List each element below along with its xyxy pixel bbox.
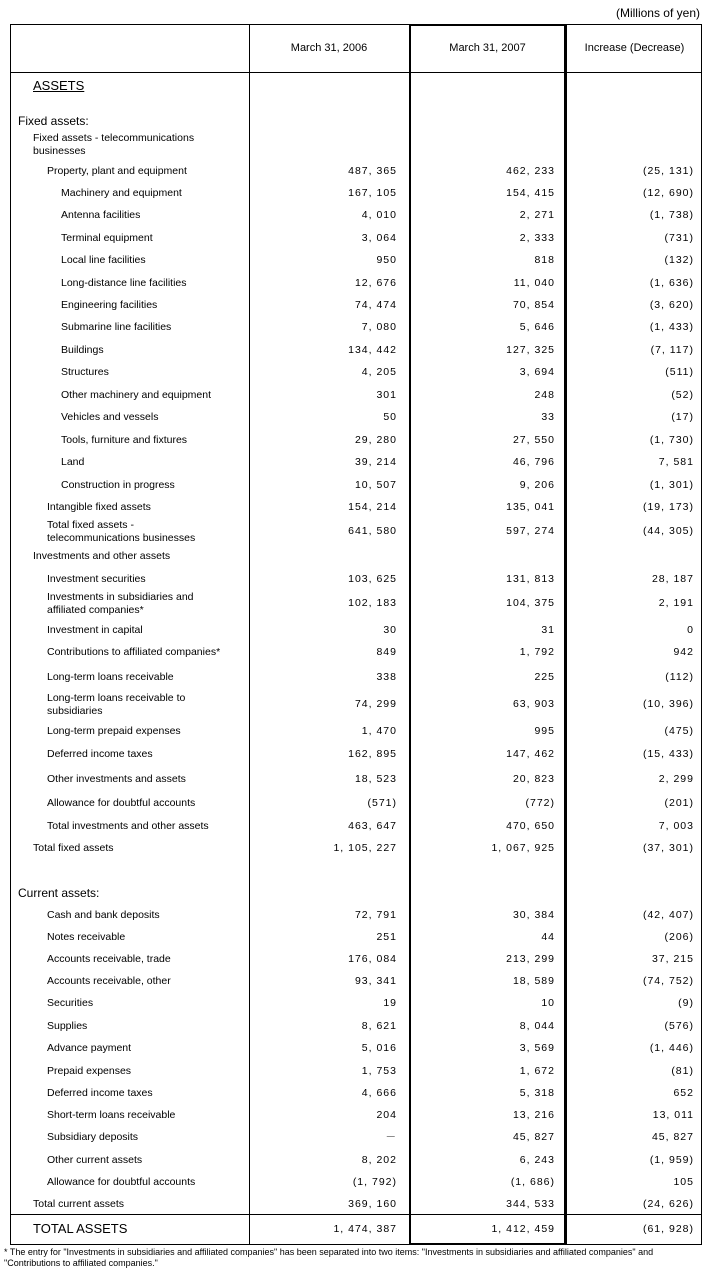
row-value-2007: 248: [534, 389, 555, 401]
row-value-2007: 27, 550: [512, 434, 555, 446]
row-value-2007: 995: [534, 725, 555, 737]
row-value-2006: 8, 621: [361, 1020, 397, 1032]
row-value-2007: 63, 903: [512, 698, 555, 710]
row-value-change: (74, 752): [642, 975, 694, 987]
row-value-2007: 13, 216: [512, 1109, 555, 1121]
row-value-2007: 104, 375: [506, 597, 555, 609]
row-value-2006: 251: [376, 931, 397, 943]
fixed-assets-heading: Fixed assets:: [18, 114, 89, 128]
row-value-2006: 1, 753: [361, 1065, 397, 1077]
row-value-2006: 4, 666: [361, 1087, 397, 1099]
telecom-heading: Fixed assets - telecommunications businesses: [33, 132, 195, 157]
row-value-2007: 213, 299: [506, 953, 555, 965]
row-value-change: (1, 301): [649, 479, 694, 491]
row-value-change: (1, 433): [649, 321, 694, 333]
row-label: Other machinery and equipment: [61, 389, 211, 401]
row-value-2006: 5, 016: [361, 1042, 397, 1054]
row-value-2007: (1, 686): [510, 1176, 555, 1188]
row-value-change: (52): [671, 389, 694, 401]
row-label: Vehicles and vessels: [61, 411, 159, 423]
row-value-2007: 3, 694: [519, 366, 555, 378]
row-value-change: (1, 446): [649, 1042, 694, 1054]
row-label: Tools, furniture and fixtures: [61, 434, 188, 446]
row-label: Total investments and other assets: [47, 820, 209, 832]
row-value-2006: 641, 580: [348, 525, 397, 537]
row-value-2007: 18, 589: [512, 975, 555, 987]
row-value-change: (24, 626): [642, 1198, 694, 1210]
row-label: Construction in progress: [61, 479, 175, 491]
row-value-2007: 20, 823: [512, 773, 555, 785]
row-label: Long-term loans receivable to subsidiaries: [47, 692, 186, 717]
row-label: Total fixed assets: [33, 842, 114, 854]
row-value-change: 105: [673, 1176, 694, 1188]
current-assets-heading: Current assets:: [18, 886, 100, 900]
row-value-change: (44, 305): [642, 525, 694, 537]
row-value-change: 652: [673, 1087, 694, 1099]
row-value-2007: 6, 243: [519, 1154, 555, 1166]
row-value-2007: 147, 462: [506, 748, 555, 760]
row-value-change: (731): [664, 232, 694, 244]
row-value-2007: 1, 792: [519, 646, 555, 658]
total-assets-2007: 1, 412, 459: [491, 1223, 555, 1235]
footnote: * The entry for "Investments in subsidiaries and affiliated companies" has been separated into two items: "Investments in subsidiaries and affiliated companies" and "Contributions to affiliated companies.": [4, 1247, 654, 1268]
row-value-2006: 74, 299: [354, 698, 397, 710]
row-label: Notes receivable: [47, 931, 126, 943]
row-label: Terminal equipment: [61, 232, 153, 244]
row-label: Securities: [47, 997, 94, 1009]
row-value-change: 37, 215: [651, 953, 694, 965]
row-label: Investment securities: [47, 573, 146, 585]
row-value-2006: 18, 523: [354, 773, 397, 785]
row-value-2007: 135, 041: [506, 501, 555, 513]
row-value-2007: 8, 044: [519, 1020, 555, 1032]
row-value-2007: 1, 672: [519, 1065, 555, 1077]
row-value-2006: 950: [376, 254, 397, 266]
row-value-2006: 1, 470: [361, 725, 397, 737]
row-label: Other current assets: [47, 1154, 143, 1166]
row-value-2007: 5, 318: [519, 1087, 555, 1099]
row-value-2006: 7, 080: [361, 321, 397, 333]
row-value-change: 942: [673, 646, 694, 658]
row-label: Long-term prepaid expenses: [47, 725, 181, 737]
row-value-change: (206): [664, 931, 694, 943]
row-value-2007: 344, 533: [506, 1198, 555, 1210]
row-value-2007: 131, 813: [506, 573, 555, 585]
row-value-change: (1, 730): [649, 434, 694, 446]
row-label: Accounts receivable, other: [47, 975, 171, 987]
row-value-change: (576): [664, 1020, 694, 1032]
row-value-change: (15, 433): [642, 748, 694, 760]
row-value-2007: 3, 569: [519, 1042, 555, 1054]
row-value-change: 28, 187: [651, 573, 694, 585]
row-value-2007: 70, 854: [512, 299, 555, 311]
header-march-2006: March 31, 2006: [290, 42, 368, 54]
row-label: Long-term loans receivable: [47, 671, 174, 683]
row-value-2007: 45, 827: [512, 1131, 555, 1143]
row-value-change: (81): [671, 1065, 694, 1077]
row-value-change: (132): [664, 254, 694, 266]
row-value-2007: 225: [534, 671, 555, 683]
row-value-2006: 12, 676: [354, 277, 397, 289]
row-value-change: (12, 690): [642, 187, 694, 199]
investments-heading: Investments and other assets: [33, 550, 171, 562]
row-value-change: (7, 117): [650, 344, 694, 356]
balance-sheet-table: [10, 24, 702, 1245]
row-value-change: (25, 131): [642, 165, 694, 177]
row-label: Property, plant and equipment: [47, 165, 187, 177]
row-value-change: (475): [664, 725, 694, 737]
row-label: Short-term loans receivable: [47, 1109, 176, 1121]
row-value-change: 45, 827: [651, 1131, 694, 1143]
row-label: Land: [61, 456, 85, 468]
row-label: Total fixed assets - telecommunications businesses: [47, 519, 196, 544]
row-value-2007: 2, 333: [519, 232, 555, 244]
row-value-2007: 31: [541, 624, 555, 636]
row-value-2007: 127, 325: [506, 344, 555, 356]
row-value-2007: 462, 233: [506, 165, 555, 177]
row-label: Local line facilities: [61, 254, 146, 266]
row-value-2007: 9, 206: [519, 479, 555, 491]
row-label: Machinery and equipment: [61, 187, 182, 199]
row-label: Engineering facilities: [61, 299, 158, 311]
row-value-change: (17): [671, 411, 694, 423]
row-value-2006: 72, 791: [354, 909, 397, 921]
row-value-2006: 50: [383, 411, 397, 423]
row-value-change: 2, 191: [658, 597, 694, 609]
row-value-2006: 134, 442: [348, 344, 397, 356]
total-assets-label: TOTAL ASSETS: [33, 1221, 128, 1236]
row-value-change: (3, 620): [649, 299, 694, 311]
row-value-2006: 849: [376, 646, 397, 658]
row-label: Intangible fixed assets: [47, 501, 151, 513]
row-value-2006: 4, 205: [361, 366, 397, 378]
row-label: Buildings: [61, 344, 104, 356]
row-value-2007: 470, 650: [506, 820, 555, 832]
row-value-change: (1, 959): [649, 1154, 694, 1166]
row-value-2007: 154, 415: [506, 187, 555, 199]
row-value-change: (19, 173): [642, 501, 694, 513]
row-value-change: 0: [687, 624, 694, 636]
row-label: Structures: [61, 366, 109, 378]
row-label: Antenna facilities: [61, 209, 141, 221]
row-value-change: (9): [678, 997, 694, 1009]
row-label: Advance payment: [47, 1042, 132, 1054]
row-label: Prepaid expenses: [47, 1065, 132, 1077]
row-label: Supplies: [47, 1020, 88, 1032]
row-value-change: (112): [665, 671, 694, 683]
row-label: Investments in subsidiaries and affiliated companies*: [47, 591, 194, 616]
row-value-change: 2, 299: [658, 773, 694, 785]
row-label: Investment in capital: [47, 624, 143, 636]
row-label: Allowance for doubtful accounts: [47, 797, 196, 809]
row-value-change: 13, 011: [652, 1109, 694, 1121]
row-value-2006: (571): [367, 797, 397, 809]
row-value-2006: 39, 214: [354, 456, 397, 468]
row-label: Subsidiary deposits: [47, 1131, 139, 1143]
header-march-2007: March 31, 2007: [449, 42, 526, 54]
row-value-change: 7, 003: [658, 820, 694, 832]
row-value-2006: 3, 064: [361, 232, 397, 244]
row-label: Contributions to affiliated companies*: [47, 646, 221, 658]
row-value-change: (10, 396): [642, 698, 694, 710]
row-value-2006: 4, 010: [361, 209, 397, 221]
row-value-2006: 102, 183: [348, 597, 397, 609]
row-value-2007: (772): [525, 797, 555, 809]
row-value-2006: 487, 365: [348, 165, 397, 177]
row-value-2006: 162, 895: [348, 748, 397, 760]
header-divider: [11, 72, 701, 73]
row-value-2006: 30: [383, 624, 397, 636]
row-value-2006: 463, 647: [348, 820, 397, 832]
row-label: Other investments and assets: [47, 773, 186, 785]
row-value-2007: 10: [541, 997, 555, 1009]
row-value-change: (511): [665, 366, 694, 378]
row-label: Total current assets: [33, 1198, 125, 1210]
row-label: Deferred income taxes: [47, 1087, 153, 1099]
row-value-2006: 1, 105, 227: [333, 842, 397, 854]
row-value-2006: 74, 474: [354, 299, 397, 311]
row-value-2006: 369, 160: [348, 1198, 397, 1210]
units-note: (Millions of yen): [615, 6, 700, 20]
row-value-2006: 8, 202: [361, 1154, 397, 1166]
row-value-2006: 204: [376, 1109, 397, 1121]
row-value-2006: 103, 625: [348, 573, 397, 585]
total-assets-change: (61, 928): [642, 1223, 694, 1235]
assets-title: ASSETS: [33, 78, 85, 93]
row-value-change: (37, 301): [642, 842, 694, 854]
total-assets-2006: 1, 474, 387: [333, 1223, 397, 1235]
row-label: Cash and bank deposits: [47, 909, 160, 921]
row-value-2006: 167, 105: [348, 187, 397, 199]
row-value-2007: 1, 067, 925: [491, 842, 555, 854]
row-value-2006: 19: [383, 997, 397, 1009]
row-value-2006: 176, 084: [348, 953, 397, 965]
row-label: Allowance for doubtful accounts: [47, 1176, 196, 1188]
row-value-change: (42, 407): [642, 909, 694, 921]
row-label: Long-distance line facilities: [61, 277, 187, 289]
row-value-2006: 10, 507: [354, 479, 397, 491]
row-value-change: 7, 581: [658, 456, 694, 468]
row-value-2007: 818: [534, 254, 555, 266]
header-increase-decrease: Increase (Decrease): [584, 42, 685, 54]
row-value-2006: (1, 792): [352, 1176, 397, 1188]
row-label: Accounts receivable, trade: [47, 953, 171, 965]
row-value-2007: 11, 040: [513, 277, 555, 289]
row-value-2007: 5, 646: [519, 321, 555, 333]
row-value-2006: 338: [376, 671, 397, 683]
row-label: Submarine line facilities: [61, 321, 172, 333]
row-value-2006: 93, 341: [354, 975, 397, 987]
row-value-2007: 597, 274: [506, 525, 555, 537]
row-value-2006: 29, 280: [354, 434, 397, 446]
row-value-2006: －: [385, 1131, 397, 1143]
row-value-2006: 154, 214: [348, 501, 397, 513]
row-value-2007: 46, 796: [512, 456, 555, 468]
row-value-2007: 33: [541, 411, 555, 423]
row-value-2007: 44: [541, 931, 555, 943]
total-divider: [11, 1214, 701, 1215]
row-value-change: (1, 738): [649, 209, 694, 221]
row-value-change: (201): [664, 797, 694, 809]
row-value-2007: 30, 384: [512, 909, 555, 921]
row-label: Deferred income taxes: [47, 748, 153, 760]
row-value-change: (1, 636): [649, 277, 694, 289]
row-value-2007: 2, 271: [519, 209, 555, 221]
row-value-2006: 301: [376, 389, 397, 401]
